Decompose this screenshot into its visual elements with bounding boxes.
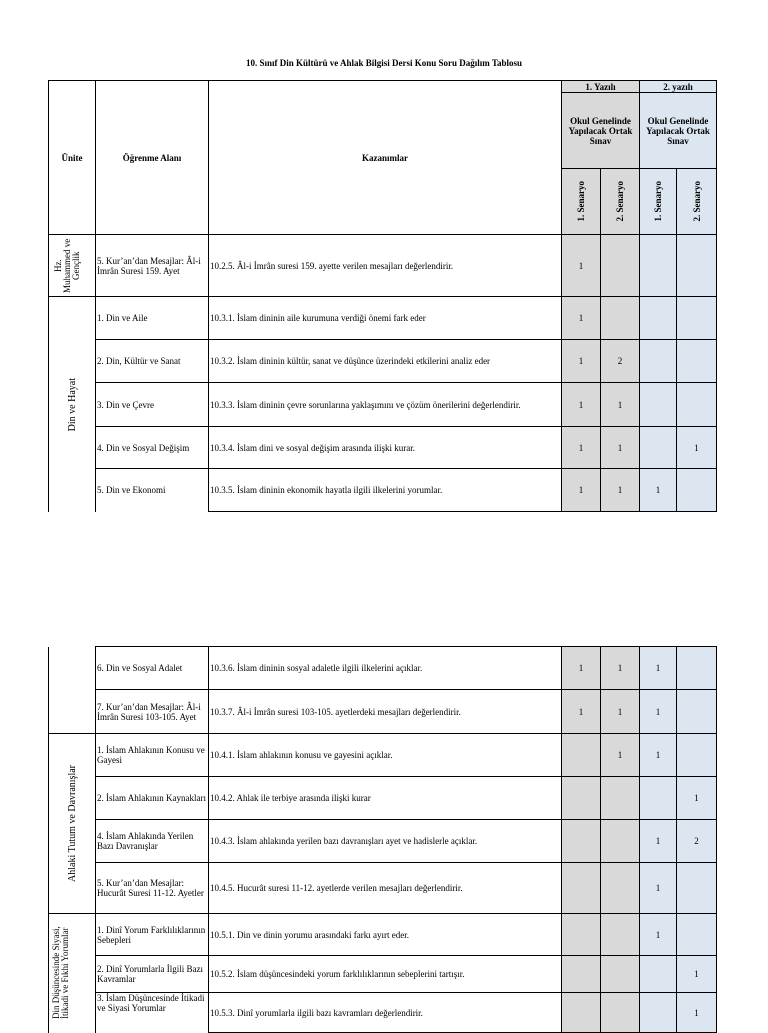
- value-cell: [640, 956, 677, 993]
- table-row: [49, 956, 717, 993]
- value-cell: 1: [640, 863, 677, 914]
- value-cell: 1: [601, 690, 640, 734]
- value-cell: [677, 297, 717, 340]
- value-cell: 1: [677, 427, 717, 469]
- header-yazili-2: 2. yazılı: [640, 81, 717, 93]
- value-cell: 1: [562, 297, 601, 340]
- value-cell: [562, 993, 601, 1033]
- value-cell: [677, 647, 717, 690]
- value-cell: 1: [562, 647, 601, 690]
- value-cell: [677, 914, 717, 956]
- value-cell: 1: [562, 427, 601, 469]
- table-row: [49, 993, 717, 1033]
- table-row: [49, 647, 717, 690]
- kazanim-cell: 10.3.6. İslam dininin sosyal adaletle ilgili ilkelerini açıklar.: [209, 647, 562, 690]
- value-cell: [601, 956, 640, 993]
- table-row: [49, 383, 717, 427]
- area-cell: 1. Dinî Yorum Farklılıklarının Sebepleri: [96, 914, 209, 956]
- value-cell: [677, 863, 717, 914]
- area-cell: 2. Din, Kültür ve Sanat: [96, 340, 209, 383]
- kazanim-cell: 10.3.1. İslam dininin aile kurumuna verdiği önemi fark eder: [209, 297, 562, 340]
- value-cell: 1: [640, 734, 677, 777]
- value-cell: [677, 235, 717, 297]
- table-row: [49, 734, 717, 777]
- value-cell: [562, 734, 601, 777]
- value-cell: 1: [562, 469, 601, 512]
- value-cell: [562, 956, 601, 993]
- value-cell: 1: [601, 427, 640, 469]
- area-cell: 2. Dinî Yorumlarla İlgili Bazı Kavramlar: [96, 956, 209, 993]
- value-cell: 1: [562, 383, 601, 427]
- area-cell: 4. Din ve Sosyal Değişim: [96, 427, 209, 469]
- area-cell: 5. Kur’an’dan Mesajlar: Hucurât Suresi 11-12. Ayetler: [96, 863, 209, 914]
- area-cell: 2. İslam Ahlakının Kaynakları: [96, 777, 209, 820]
- table-row: [49, 863, 717, 914]
- kazanim-cell: 10.3.7. Âl-i İmrân suresi 103-105. ayetlerdeki mesajları değerlendirir.: [209, 690, 562, 734]
- value-cell: [640, 383, 677, 427]
- kazanim-cell: 10.4.2. Ahlak ile terbiye arasında ilişki kurar: [209, 777, 562, 820]
- area-cell: 6. Din ve Sosyal Adalet: [96, 647, 209, 690]
- kazanim-cell: 10.4.3. İslam ahlakında yerilen bazı davranışları ayet ve hadislerle açıklar.: [209, 820, 562, 863]
- value-cell: 1: [677, 993, 717, 1033]
- kazanim-cell: 10.5.1. Din ve dinin yorumu arasındaki farkı ayırt eder.: [209, 914, 562, 956]
- value-cell: 1: [677, 777, 717, 820]
- value-cell: [640, 777, 677, 820]
- header-ogrenme-alani: Öğrenme Alanı: [96, 81, 209, 235]
- value-cell: 1: [677, 956, 717, 993]
- table-row: [49, 914, 717, 956]
- area-cell: 1. Din ve Aile: [96, 297, 209, 340]
- kazanim-cell: 10.3.2. İslam dininin kültür, sanat ve düşünce üzerindeki etkilerini analiz eder: [209, 340, 562, 383]
- value-cell: 1: [601, 383, 640, 427]
- area-cell: 3. Din ve Çevre: [96, 383, 209, 427]
- value-cell: 1: [562, 340, 601, 383]
- unit-label: Din ve Hayat: [66, 377, 78, 431]
- area-cell: 3. İslam Düşüncesinde İtikadi ve Siyasi Yorumlar: [96, 993, 209, 1033]
- value-cell: [677, 690, 717, 734]
- header-senaryo-2b: 2. Senaryo: [691, 181, 702, 222]
- value-cell: [601, 863, 640, 914]
- table-row: [49, 427, 717, 469]
- header-ortak-sinav-2: Okul Genelinde Yapılacak Ortak Sınav: [640, 93, 717, 169]
- value-cell: 1: [562, 690, 601, 734]
- header-yazili-1: 1. Yazılı: [562, 81, 640, 93]
- value-cell: [601, 235, 640, 297]
- kazanim-cell: 10.2.5. Âl-i İmrân suresi 159. ayette verilen mesajları değerlendirir.: [209, 235, 562, 297]
- value-cell: [562, 863, 601, 914]
- kazanim-cell: 10.5.3. Dinî yorumlarla ilgili bazı kavramları değerlendirir.: [209, 993, 562, 1033]
- kazanim-cell: 10.5.2. İslam düşüncesindeki yorum farklılıklarının sebeplerini tartışır.: [209, 956, 562, 993]
- value-cell: 2: [677, 820, 717, 863]
- value-cell: [640, 427, 677, 469]
- table-row: [49, 469, 717, 512]
- header-ortak-sinav-1: Okul Genelinde Yapılacak Ortak Sınav: [562, 93, 640, 169]
- value-cell: [601, 914, 640, 956]
- header-senaryo-2a: 2. Senaryo: [615, 181, 625, 222]
- value-cell: [640, 340, 677, 383]
- value-cell: 1: [640, 690, 677, 734]
- value-cell: [677, 469, 717, 512]
- table-row: [49, 235, 717, 297]
- value-cell: 1: [601, 469, 640, 512]
- table-row: [49, 297, 717, 340]
- table-row: [49, 690, 717, 734]
- area-cell: 5. Kur’an’dan Mesajlar: Âl-i İmrân Suresi 159. Ayet: [96, 235, 209, 297]
- header-unite: Ünite: [49, 81, 96, 235]
- unit-continuation: [49, 647, 96, 734]
- value-cell: [677, 340, 717, 383]
- table-row: [49, 340, 717, 383]
- header-senaryo-1a: 1. Senaryo: [576, 181, 586, 222]
- value-cell: [562, 914, 601, 956]
- area-cell: 4. İslam Ahlakında Yerilen Bazı Davranışlar: [96, 820, 209, 863]
- value-cell: [640, 297, 677, 340]
- value-cell: 1: [640, 469, 677, 512]
- value-cell: [640, 993, 677, 1033]
- value-cell: [601, 993, 640, 1033]
- value-cell: [640, 235, 677, 297]
- value-cell: [677, 734, 717, 777]
- table-title: 10. Sınıf Din Kültürü ve Ahlak Bilgisi Dersi Konu Soru Dağılım Tablosu: [245, 58, 523, 68]
- value-cell: 1: [601, 734, 640, 777]
- value-cell: 1: [601, 647, 640, 690]
- value-cell: 1: [640, 820, 677, 863]
- table-row: [49, 777, 717, 820]
- value-cell: [562, 777, 601, 820]
- value-cell: [601, 297, 640, 340]
- area-cell: 1. İslam Ahlakının Konusu ve Gayesi: [96, 734, 209, 777]
- kazanim-cell: 10.3.4. İslam dini ve sosyal değişim arasında ilişki kurar.: [209, 427, 562, 469]
- table-row: [49, 820, 717, 863]
- area-cell: 7. Kur’an’dan Mesajlar: Âl-i İmrân Suresi 103-105. Ayet: [96, 690, 209, 734]
- distribution-table-part2: [48, 646, 717, 1033]
- kazanim-cell: 10.4.1. İslam ahlakının konusu ve gayesini açıklar.: [209, 734, 562, 777]
- header-kazanimlar: Kazanımlar: [209, 81, 562, 235]
- unit-label: Din Düşüncesinde Siyasi, İtikadi ve Fıkhi Yorumlar: [51, 926, 70, 1020]
- value-cell: 2: [601, 340, 640, 383]
- value-cell: 1: [640, 647, 677, 690]
- header-senaryo-1b: 1. Senaryo: [653, 181, 663, 222]
- value-cell: [562, 820, 601, 863]
- distribution-table-part1: [48, 80, 717, 512]
- value-cell: 1: [640, 914, 677, 956]
- kazanim-cell: 10.4.5. Hucurât suresi 11-12. ayetlerde verilen mesajları değerlendirir.: [209, 863, 562, 914]
- area-cell: 5. Din ve Ekonomi: [96, 469, 209, 512]
- value-cell: [601, 777, 640, 820]
- value-cell: [601, 820, 640, 863]
- value-cell: 1: [562, 235, 601, 297]
- kazanim-cell: 10.3.3. İslam dininin çevre sorunlarına yaklaşımını ve çözüm önerilerini değerlendirir.: [209, 383, 562, 427]
- unit-label: Hz. Muhammed ve Gençlik: [53, 238, 81, 293]
- unit-label: Ahlaki Tutum ve Davranışlar: [66, 765, 78, 882]
- value-cell: [677, 383, 717, 427]
- kazanim-cell: 10.3.5. İslam dininin ekonomik hayatla ilgili ilkelerini yorumlar.: [209, 469, 562, 512]
